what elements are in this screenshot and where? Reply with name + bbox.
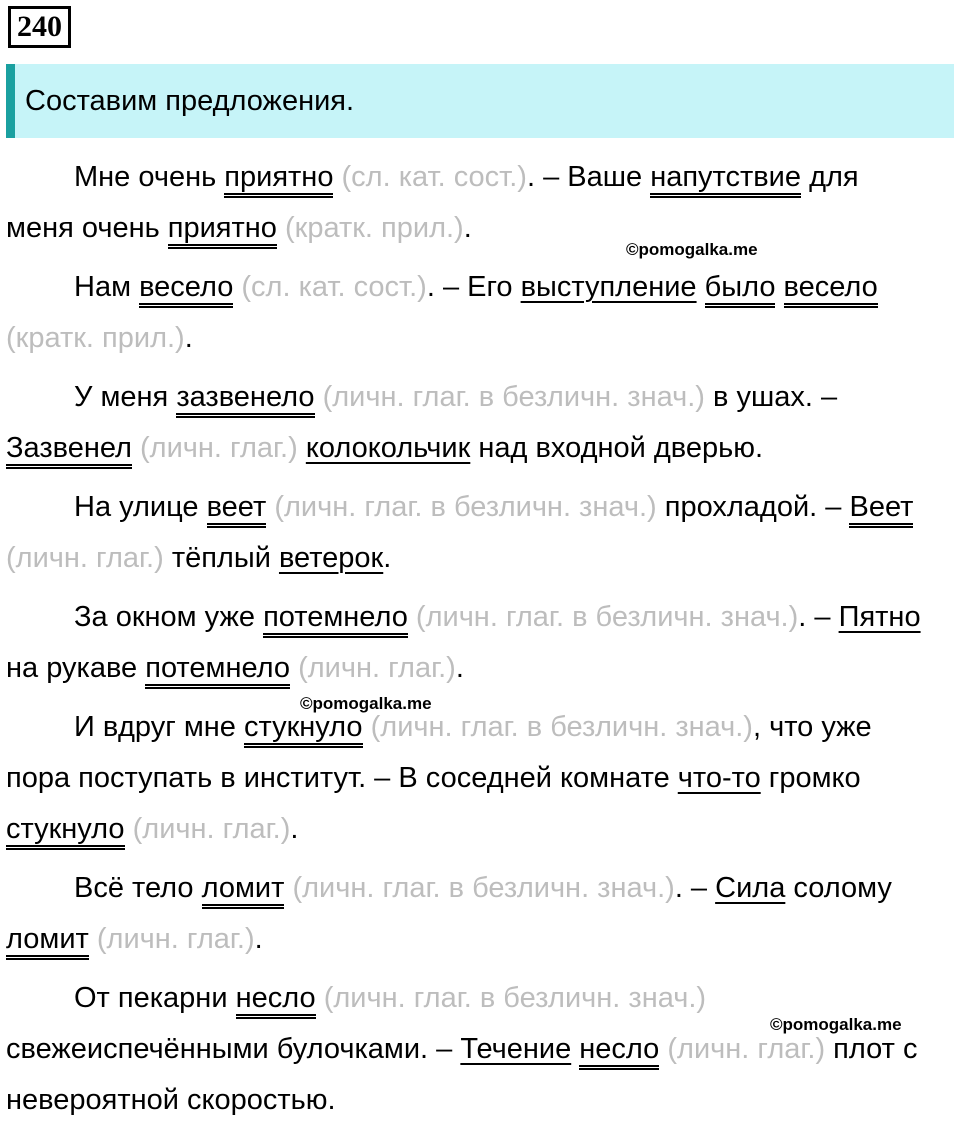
task-title: Составим предложения. [25, 85, 355, 117]
subject-word: ветерок [278, 542, 384, 574]
text-segment: плот с невероятной скоростью. [6, 1033, 918, 1116]
predicate-word: было [705, 271, 776, 308]
predicate-word: веет [207, 491, 267, 528]
text-segment: для меня очень [6, 161, 859, 244]
grammar-note: (личн. глаг.) [667, 1033, 826, 1065]
predicate-word: приятно [168, 212, 277, 249]
watermark: ©pomogalka.me [300, 694, 432, 713]
text-segment: . [184, 322, 193, 354]
subject-word: что-то [677, 762, 761, 794]
grammar-note: (кратк. прил.) [6, 322, 185, 354]
predicate-word: Зазвенел [6, 432, 132, 469]
text-segment [775, 271, 783, 303]
grammar-note: (личн. глаг. в безличн. знач.) [415, 601, 799, 633]
text-segment: Мне очень [74, 161, 225, 193]
grammar-note: (сл. кат. сост.) [341, 161, 527, 193]
text-segment: . [254, 923, 263, 955]
predicate-word: Веет [849, 491, 913, 528]
text-segment: . – Его [426, 271, 521, 303]
text-segment [89, 923, 97, 955]
predicate-word: несло [579, 1033, 659, 1070]
sentence-pair [6, 702, 931, 855]
text-segment: . [455, 652, 464, 684]
text-segment: тёплый [163, 542, 279, 574]
grammar-note: (сл. кат. сост.) [241, 271, 427, 303]
text-segment: на рукаве [6, 652, 146, 684]
text-segment: солому [785, 872, 892, 904]
text-segment [277, 212, 285, 244]
predicate-word: ломит [6, 923, 89, 960]
text-segment: . [463, 212, 472, 244]
grammar-note: (личн. глаг. в безличн. знач.) [322, 381, 705, 413]
subject-word: Пятно [838, 601, 921, 633]
grammar-note: (личн. глаг.) [132, 813, 291, 845]
exercise-number: 240 [8, 6, 71, 48]
text-segment: . [383, 542, 392, 574]
predicate-word: приятно [224, 161, 333, 198]
grammar-note: (личн. глаг. в безличн. знач.) [274, 491, 657, 523]
text-segment [316, 982, 324, 1014]
subject-word: Течение [460, 1033, 572, 1065]
sentence-pair [6, 592, 931, 694]
text-segment [363, 711, 371, 743]
text-segment [315, 381, 323, 413]
grammar-note: (личн. глаг.) [298, 652, 456, 684]
predicate-word: зазвенело [176, 381, 314, 418]
text-segment: . – [798, 601, 839, 633]
subject-word: выступление [520, 271, 697, 303]
text-segment [697, 271, 705, 303]
predicate-word: стукнуло [6, 813, 125, 850]
sentence-pair [6, 482, 931, 584]
grammar-note: (личн. глаг. в безличн. знач.) [370, 711, 753, 743]
grammar-note: (личн. глаг.) [96, 923, 255, 955]
sentence-pair [6, 372, 931, 474]
text-segment: , что уже пора поступать в институт. – В соседней комнате [6, 711, 872, 794]
text-segment: свежеиспечёнными булочками. – [6, 1033, 461, 1065]
subject-word: Сила [715, 872, 786, 904]
predicate-word: весело [139, 271, 233, 308]
sentence-pair [6, 863, 931, 965]
text-segment: И вдруг мне [74, 711, 244, 743]
text-segment [298, 432, 306, 464]
text-segment: . – [674, 872, 716, 904]
sentences [6, 152, 931, 1134]
text-segment [290, 652, 298, 684]
predicate-word: потемнело [263, 601, 408, 638]
text-segment: Нам [74, 271, 140, 303]
grammar-note: (личн. глаг.) [140, 432, 298, 464]
predicate-word: напутствие [650, 161, 801, 198]
text-segment [125, 813, 133, 845]
text-segment: За окном уже [74, 601, 264, 633]
watermark: ©pomogalka.me [626, 240, 758, 259]
predicate-word: стукнуло [244, 711, 363, 748]
text-segment: прохладой. – [656, 491, 850, 523]
text-segment: . – Ваше [526, 161, 651, 193]
grammar-note: (личн. глаг. в безличн. знач.) [323, 982, 707, 1014]
text-segment: У меня [74, 381, 177, 413]
sentence-pair [6, 973, 931, 1126]
subject-word: колокольчик [305, 432, 471, 464]
predicate-word: ломит [202, 872, 285, 909]
grammar-note: (личн. глаг. в безличн. знач.) [292, 872, 675, 904]
sentence-pair [6, 152, 931, 254]
text-segment [408, 601, 416, 633]
watermark: ©pomogalka.me [770, 1015, 902, 1034]
grammar-note: (кратк. прил.) [285, 212, 464, 244]
text-segment: . [290, 813, 299, 845]
sentence-pair [6, 262, 931, 364]
predicate-word: весело [784, 271, 878, 308]
text-segment: над входной дверью. [470, 432, 764, 464]
text-segment: На улице [74, 491, 207, 523]
text-segment: громко [760, 762, 861, 794]
text-segment [132, 432, 140, 464]
predicate-word: несло [236, 982, 316, 1019]
text-segment: От пекарни [74, 982, 236, 1014]
grammar-note: (личн. глаг.) [6, 542, 164, 574]
task-banner [6, 64, 954, 138]
text-segment: Всё тело [74, 872, 202, 904]
text-segment: в ушах. – [704, 381, 838, 413]
predicate-word: потемнело [145, 652, 290, 689]
text-segment [333, 161, 341, 193]
